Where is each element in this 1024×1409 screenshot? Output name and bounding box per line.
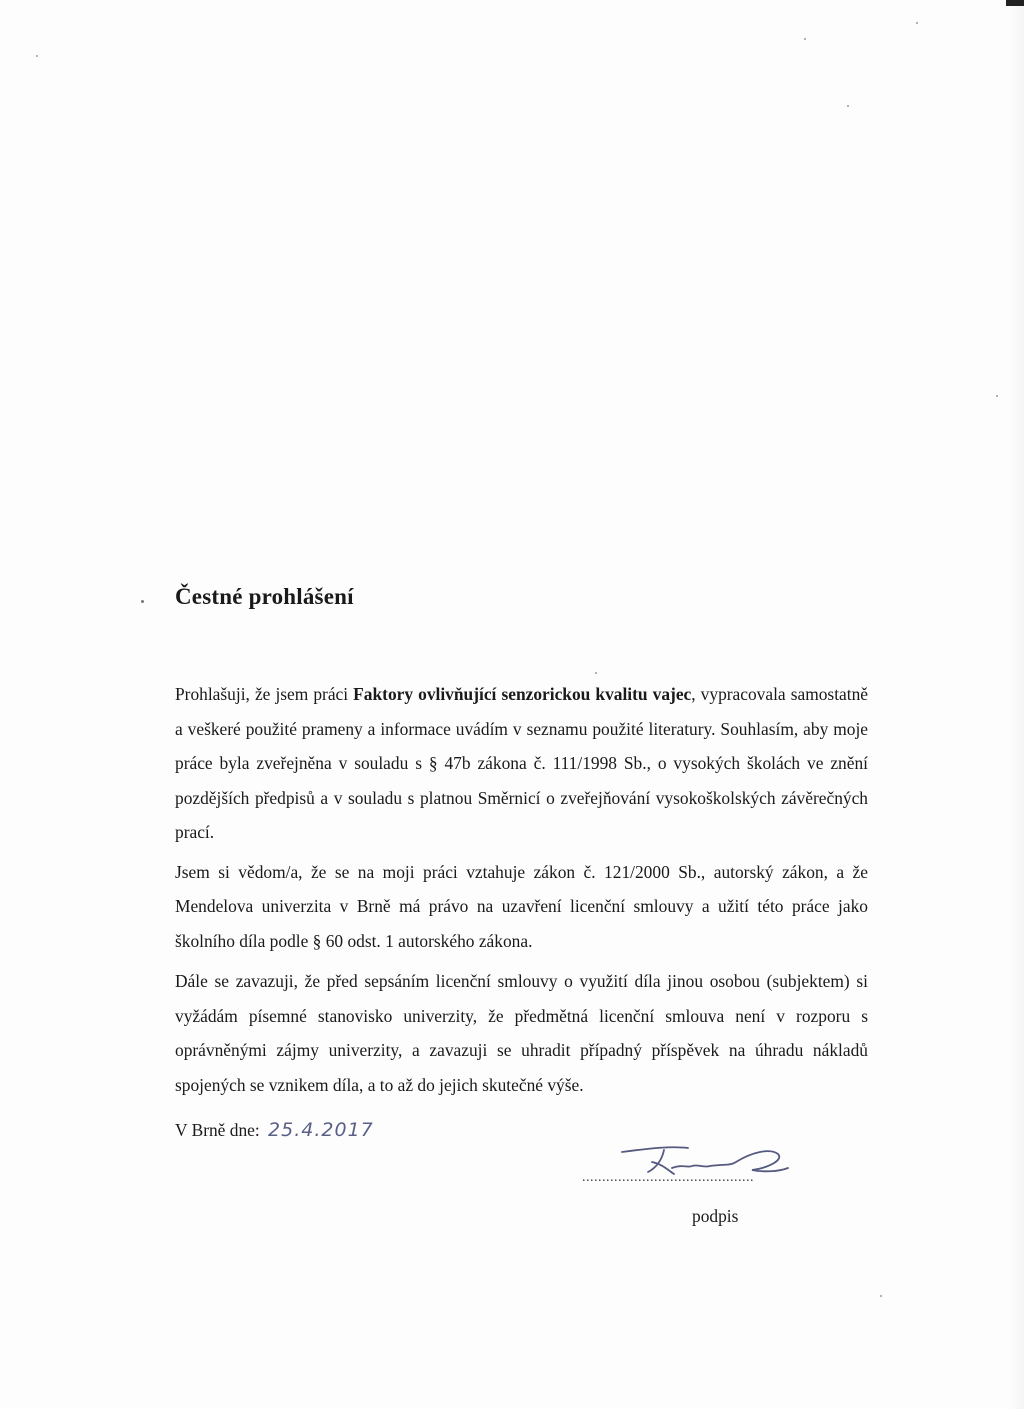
paragraph-1-intro: Prohlašuji, že jsem práci [175,684,354,704]
page-title: Čestné prohlášení [175,584,354,609]
scan-speck [36,55,38,57]
date-label: V Brně dne: [175,1120,260,1140]
signature-label: podpis [692,1206,739,1226]
signature-line: ........................................... [582,1170,754,1185]
scan-speck [847,105,849,107]
scan-speck [804,38,806,40]
declaration-body [175,677,868,1102]
paragraph-3: Dále se zavazuji, že před sepsáním licenční smlouvy o využití díla jinou osobou (subjektem) si vyžádám písemné stanovisko univerzity, že předmětná licenční smlouva není v rozporu s oprávněnými zájmy univerzity, a zavazuji se uhradit případný příspěvek na úhradu nákladů spojených se vznikem díla, a to až do jejich skutečné výše. [175,971,868,1095]
scan-speck [916,22,918,24]
scan-speck [595,672,597,674]
paragraph-1 [175,677,868,850]
date-line [175,1113,374,1147]
stray-dot [141,600,144,603]
paragraph-1-rest: , vypracovala samostatně a veškeré použité prameny a informace uvádím v seznamu použité literatury. Souhlasím, aby moje práce byla zveřejněna v souladu s § 47b zákona č. 111/1998 Sb., o vysokých školách ve znění pozdějších předpisů a v souladu s platnou Směrnicí o zveřejňování vysokoškolských závěrečných prací. [175,684,868,842]
date-handwritten: 25.4.2017 [268,1119,374,1141]
paragraph-2: Jsem si vědom/a, že se na moji práci vztahuje zákon č. 121/2000 Sb., autorský zákon, a že Mendelova univerzita v Brně má právo na uzavření licenční smlouvy a užití této práce jako školního díla podle § 60 odst. 1 autorského zákona. [175,861,868,951]
scan-speck [880,1295,882,1297]
scan-speck [996,395,998,397]
scan-edge-shade [1010,0,1024,1409]
thesis-title: Faktory ovlivňující senzorickou kvalitu vajec [353,684,692,704]
